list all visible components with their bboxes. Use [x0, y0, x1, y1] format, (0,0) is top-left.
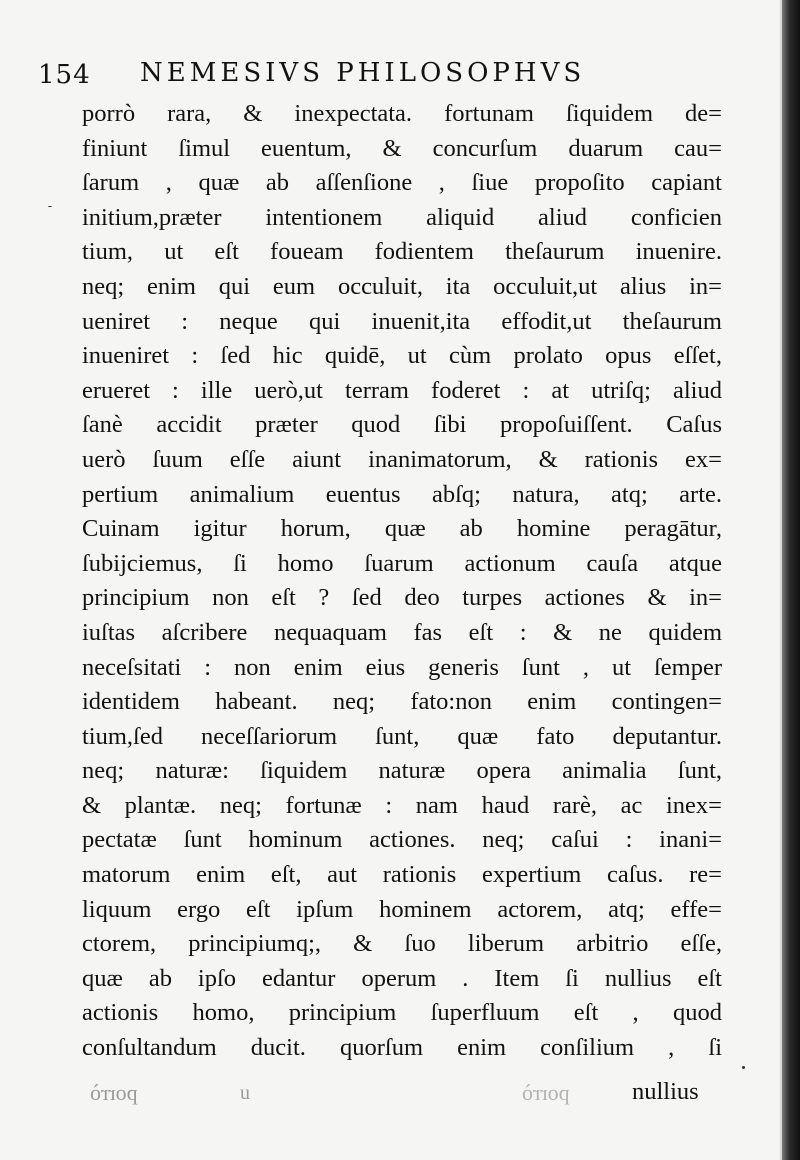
page-number: 154 [38, 60, 91, 90]
text-line: pertium animalium euentus abſq; natura, atq; arte. [82, 480, 722, 508]
text-line: tium, ut eſt foueam fodientem theſaurum inuenire. [82, 238, 722, 266]
body-text [82, 97, 722, 1066]
text-line: neq; naturæ: ſiquidem naturæ opera animalia ſunt, [82, 757, 722, 785]
page-header [38, 58, 738, 94]
text-line: neq; enim qui eum occuluit, ita occuluit,ut alius in= [82, 272, 722, 300]
text-line: pectatæ ſunt hominum actiones. neq; caſui : inani= [82, 826, 722, 854]
text-line: quæ ab ipſo edantur operum . Item ſi nullius eſt [82, 964, 722, 992]
text-line: porrò rara, & inexpectata. fortunam ſiquidem de= [82, 100, 722, 127]
text-line: matorum enim eſt, aut rationis expertium caſus. re= [82, 861, 722, 889]
text-line: tium,ſed neceſſariorum ſunt, quæ fato deputantur. [82, 722, 722, 750]
text-line: ctorem, principiumq;, & ſuo liberum arbitrio eſſe, [82, 930, 722, 958]
text-line: finiunt ſimul euentum, & concurſum duarum cau= [82, 134, 722, 162]
page-edge-shadow [782, 0, 800, 1160]
ink-speck [742, 1066, 745, 1069]
text-line: neceſsitati : non enim eius generis ſunt , ut ſemper [82, 653, 722, 681]
ink-speck [48, 206, 52, 207]
text-line: actionis homo, principium ſuperfluum eſt , quod [82, 999, 722, 1027]
text-line: liquum ergo eſt ipſum hominem actorem, atq; effe= [82, 895, 722, 923]
text-line: inueniret : ſed hic quidē, ut cùm prolato opus eſſet, [82, 342, 722, 370]
text-line: ſarum , quæ ab aſſenſione , ſiue propoſito capiant [82, 169, 722, 197]
text-line: Cuinam igitur horum, quæ ab homine peragātur, [82, 515, 722, 543]
text-line: & plantæ. neq; fortunæ : nam haud rarè, ac inex= [82, 791, 722, 819]
text-line: iuſtas aſcribere nequaquam fas eſt : & ne quidem [82, 618, 722, 646]
text-line: ſubijciemus, ſi homo ſuarum actionum cauſa atque [82, 549, 722, 577]
text-line: ſanè accidit præter quod ſibi propoſuiſſent. Caſus [82, 411, 722, 439]
text-line: initium,præter intentionem aliquid aliud conficien [82, 203, 722, 231]
bleed-through-mark: u [240, 1082, 250, 1104]
text-line: identidem habeant. neq; fato:non enim contingen= [82, 688, 722, 716]
text-line: conſultandum ducit. quorſum enim conſilium , ſi [82, 1034, 722, 1062]
text-line: uerò ſuum eſſe aiunt inanimatorum, & rationis ex= [82, 445, 722, 473]
text-line: ueniret : neque qui inuenit,ita effodit,ut theſaurum [82, 307, 722, 335]
bleed-through-text-left: porrò [90, 1080, 138, 1105]
text-line: erueret : ille uerò,ut terram foderet : at utriſq; aliud [82, 376, 722, 404]
running-head: NEMESIVS PHILOSOPHVS [140, 58, 586, 88]
catchword: nullius [632, 1078, 699, 1105]
bleed-through-text-right: porrò [522, 1080, 570, 1105]
text-line: principium non eſt ? ſed deo turpes actiones & in= [82, 584, 722, 612]
